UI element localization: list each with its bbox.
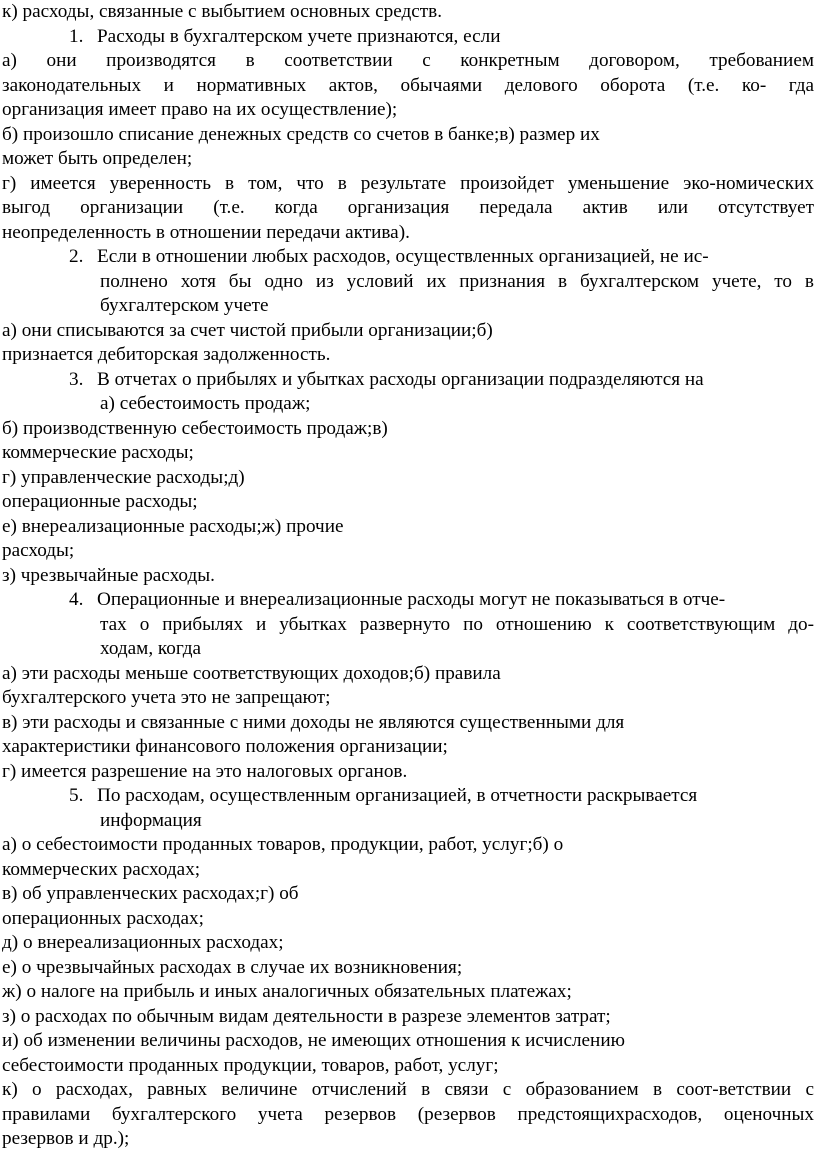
text-line: неопределенность в отношении передачи актива). [2, 221, 410, 243]
question-text-cont: полнено хотя бы одно из условий их признания в бухгалтерском учете, то в [100, 270, 814, 292]
text-line: может быть определен; [2, 148, 193, 169]
text-line: бухгалтерского учета это не запрещают; [2, 687, 331, 708]
text-line: к) расходы, связанные с выбытием основных средств. [2, 1, 442, 22]
question-1 [2, 25, 814, 50]
question-text: Операционные и внереализационные расходы могут не показываться в отче- [97, 589, 726, 610]
text-line: з) о расходах по обычным видам деятельности в разрезе элементов затрат; [2, 1005, 611, 1027]
text-line: операционных расходах; [2, 907, 204, 929]
text-line: расходы; [2, 540, 75, 561]
question-text: В отчетах о прибылях и убытках расходы организации подразделяются на [97, 368, 704, 390]
question-text: Расходы в бухгалтерском учете признаются, если [97, 25, 501, 47]
text-line: г) управленческие расходы;д) [2, 466, 245, 488]
question-2 [2, 245, 814, 270]
question-number: 1. [69, 25, 84, 47]
text-line: к) о расходах, равных величине отчислений в связи с образованием в соот-ветствии с [2, 1079, 814, 1100]
text-line: в) об управленческих расходах;г) об [2, 883, 299, 904]
text-line: а) они списываются за счет чистой прибыли организации;б) [2, 319, 493, 341]
question-number: 5. [69, 785, 84, 806]
text-line: г) имеется уверенность в том, что в результате произойдет уменьшение эко-номических [2, 172, 814, 194]
answer-line: а) себестоимость продаж; [100, 393, 311, 414]
question-5 [2, 784, 814, 809]
text-line: б) произошло списание денежных средств со счетов в банке;в) размер их [2, 123, 600, 145]
question-text: По расходам, осуществленным организацией, в отчетности раскрывается [97, 785, 698, 806]
text-line: е) внереализационные расходы;ж) прочие [2, 515, 344, 537]
text-line: а) эти расходы меньше соответствующих доходов;б) правила [2, 662, 501, 684]
question-text-cont: ходам, когда [100, 638, 202, 659]
text-line: а) о себестоимости проданных товаров, продукции, работ, услуг;б) о [2, 834, 564, 855]
text-line: б) производственную себестоимость продаж;в) [2, 417, 388, 439]
question-number: 2. [69, 246, 84, 267]
text-line: ж) о налоге на прибыль и иных аналогичных обязательных платежах; [2, 981, 572, 1002]
text-line: признается дебиторская задолженность. [2, 344, 331, 365]
question-4 [2, 588, 814, 613]
text-line: коммерческих расходах; [2, 858, 201, 880]
text-line: а) они производятся в соответствии с конкретным договором, требованием [2, 50, 814, 71]
text-line: законодательных и нормативных актов, обычаями делового оборота (т.е. ко- гда [2, 74, 814, 96]
question-text-cont: бухгалтерском учете [100, 295, 269, 316]
text-line: и) об изменении величины расходов, не имеющих отношения к исчислению [2, 1030, 625, 1051]
question-number: 3. [69, 368, 84, 390]
question-3 [2, 368, 814, 393]
text-line: з) чрезвычайные расходы. [2, 564, 215, 586]
text-line: организация имеет право на их осуществление); [2, 99, 398, 120]
text-line: резервов и др.); [2, 1128, 130, 1149]
text-line: правилами бухгалтерского учета резервов (резервов предстоящихрасходов, оценочных [2, 1103, 814, 1125]
question-text: Если в отношении любых расходов, осуществленных организацией, не ис- [97, 246, 709, 267]
text-line: характеристики финансового положения организации; [2, 736, 448, 757]
question-text-cont: тах о прибылях и убытках развернуто по отношению к соответствующим до- [100, 613, 814, 635]
text-line: г) имеется разрешение на это налоговых органов. [2, 760, 408, 782]
question-number: 4. [69, 589, 84, 610]
text-line: себестоимости проданных продукции, товаров, работ, услуг; [2, 1054, 499, 1076]
text-line: выгод организации (т.е. когда организация передала актив или отсутствует [2, 197, 814, 218]
text-line: операционные расходы; [2, 491, 198, 512]
text-line: в) эти расходы и связанные с ними доходы не являются существенными для [2, 711, 625, 733]
text-line: е) о чрезвычайных расходах в случае их возникновения; [2, 956, 463, 978]
text-line: д) о внереализационных расходах; [2, 932, 284, 953]
text-line: коммерческие расходы; [2, 442, 194, 463]
question-text-cont: информация [100, 809, 202, 831]
